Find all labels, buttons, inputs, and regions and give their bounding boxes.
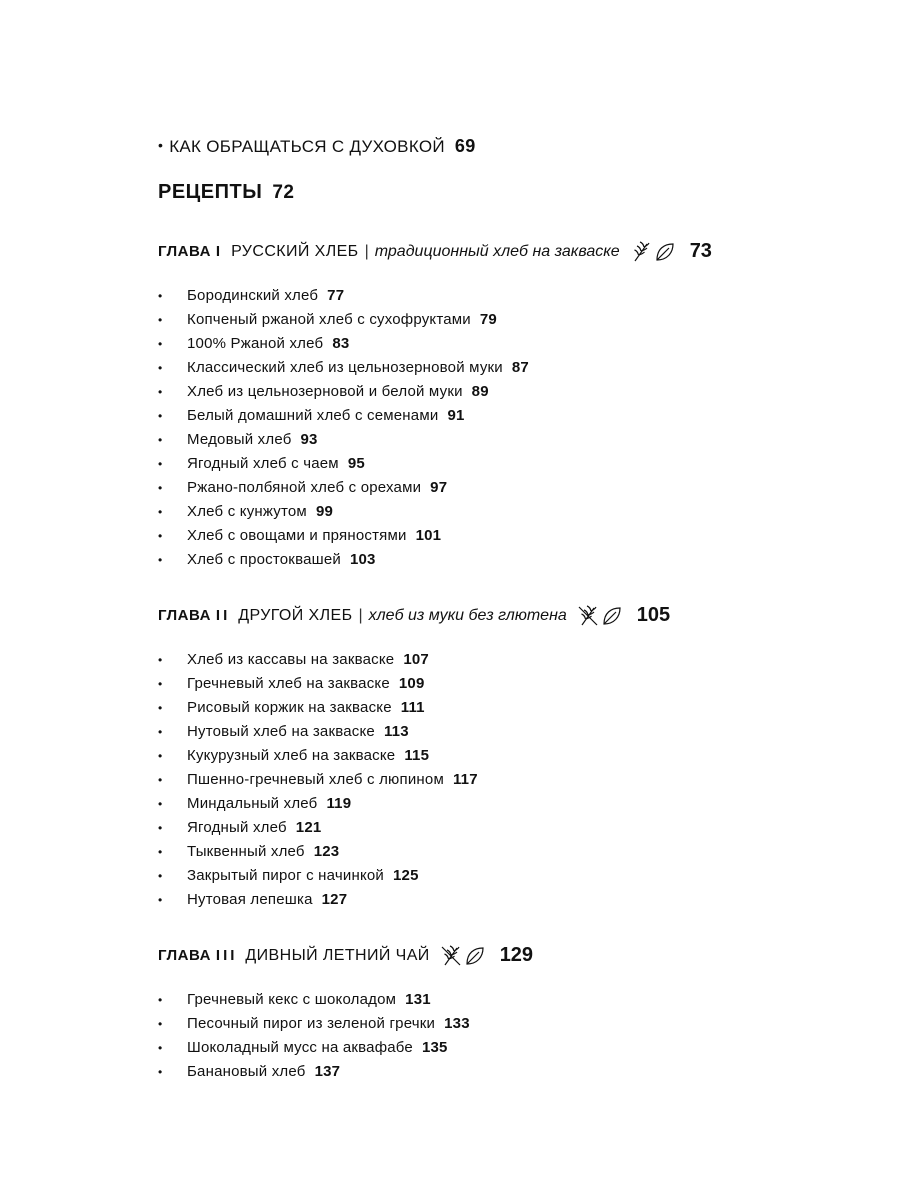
list-item bbox=[158, 768, 478, 792]
wheat-icon bbox=[630, 241, 652, 263]
recipe-title: Гречневый хлеб на закваске bbox=[187, 675, 390, 692]
list-item bbox=[158, 1036, 470, 1060]
recipe-page: 131 bbox=[405, 991, 431, 1008]
recipe-title: Рисовый коржик на закваске bbox=[187, 699, 392, 716]
recipe-page: 117 bbox=[452, 771, 478, 788]
recipe-title: Хлеб с кунжутом bbox=[187, 503, 307, 520]
list-item bbox=[158, 816, 478, 840]
chapter-label: ГЛАВА bbox=[158, 607, 211, 624]
bullet: • bbox=[158, 1065, 163, 1079]
list-item bbox=[158, 720, 478, 744]
chapter-3-recipe-list bbox=[158, 988, 470, 1084]
bullet: • bbox=[158, 361, 163, 375]
chapter-title: ДРУГОЙ ХЛЕБ bbox=[238, 606, 353, 624]
recipe-page: 121 bbox=[295, 819, 322, 836]
recipe-page: 99 bbox=[315, 503, 334, 520]
recipe-title: Медовый хлеб bbox=[187, 431, 292, 448]
recipe-page: 83 bbox=[332, 335, 350, 352]
bullet: • bbox=[158, 457, 163, 471]
chapter-2-recipe-list bbox=[158, 648, 478, 912]
chapter-separator: | bbox=[358, 606, 363, 624]
recipe-title: Гречневый кекс с шоколадом bbox=[187, 991, 397, 1008]
list-item bbox=[158, 428, 529, 452]
bullet: • bbox=[158, 993, 163, 1007]
list-item bbox=[158, 548, 529, 572]
entry-title: КАК ОБРАЩАТЬСЯ С ДУХОВКОЙ bbox=[169, 137, 445, 156]
recipe-page: 89 bbox=[471, 383, 489, 400]
bullet: • bbox=[158, 529, 163, 543]
recipe-page: 137 bbox=[314, 1063, 341, 1080]
list-item bbox=[158, 380, 529, 404]
recipe-title: Песочный пирог из зеленой гречки bbox=[187, 1015, 436, 1032]
entry-page: 69 bbox=[454, 136, 476, 156]
bullet: • bbox=[158, 1017, 163, 1031]
chapter-subtitle: хлеб из муки без глютена bbox=[368, 606, 567, 624]
bullet: • bbox=[158, 725, 163, 739]
list-item bbox=[158, 792, 478, 816]
bullet: • bbox=[158, 701, 163, 715]
recipe-title: Миндальный хлеб bbox=[187, 795, 318, 812]
list-item bbox=[158, 1060, 470, 1084]
recipe-page: 135 bbox=[421, 1039, 448, 1056]
recipe-title: Классический хлеб из цельнозерновой муки bbox=[187, 359, 503, 376]
recipe-title: Хлеб с простоквашей bbox=[187, 551, 341, 568]
recipe-title: Кукурузный хлеб на закваске bbox=[187, 747, 396, 764]
leaf-icon bbox=[464, 945, 486, 967]
list-item bbox=[158, 404, 529, 428]
list-item bbox=[158, 308, 529, 332]
recipe-title: Ржано-полбяной хлеб с орехами bbox=[187, 479, 422, 496]
section-title: РЕЦЕПТЫ bbox=[158, 181, 263, 203]
bullet: • bbox=[158, 337, 163, 351]
list-item bbox=[158, 332, 529, 356]
list-item bbox=[158, 888, 478, 912]
recipe-page: 123 bbox=[313, 843, 340, 860]
recipe-title: Нутовый хлеб на закваске bbox=[187, 723, 375, 740]
recipe-page: 93 bbox=[300, 431, 318, 448]
bullet: • bbox=[158, 481, 163, 495]
list-item bbox=[158, 988, 470, 1012]
bullet: • bbox=[158, 773, 163, 787]
section-heading-recipes bbox=[158, 181, 294, 204]
chapter-page: 73 bbox=[689, 240, 712, 262]
list-item bbox=[158, 476, 529, 500]
bullet: • bbox=[158, 797, 163, 811]
recipe-page: 77 bbox=[327, 287, 345, 304]
bullet: • bbox=[158, 749, 163, 763]
bullet: • bbox=[158, 137, 164, 153]
recipe-page: 91 bbox=[447, 407, 465, 424]
gluten-free-icon bbox=[440, 945, 462, 967]
bullet: • bbox=[158, 385, 163, 399]
recipe-title: Нутовая лепешка bbox=[187, 891, 313, 908]
chapter-title: ДИВНЫЙ ЛЕТНИЙ ЧАЙ bbox=[245, 946, 430, 964]
recipe-page: 101 bbox=[415, 527, 442, 544]
recipe-title: Хлеб из кассавы на закваске bbox=[187, 651, 395, 668]
recipe-page: 127 bbox=[321, 891, 348, 908]
bullet: • bbox=[158, 505, 163, 519]
recipe-title: Тыквенный хлеб bbox=[187, 843, 305, 860]
list-item bbox=[158, 672, 478, 696]
recipe-title: Ягодный хлеб с чаем bbox=[187, 455, 339, 472]
chapter-heading-2 bbox=[158, 604, 670, 627]
recipe-title: Хлеб с овощами и пряностями bbox=[187, 527, 407, 544]
chapter-label: ГЛАВА bbox=[158, 947, 211, 964]
chapter-page: 105 bbox=[636, 604, 671, 626]
recipe-page: 79 bbox=[479, 311, 497, 328]
bullet: • bbox=[158, 869, 163, 883]
recipe-page: 103 bbox=[349, 551, 376, 568]
recipe-title: Шоколадный мусс на аквафабе bbox=[187, 1039, 413, 1056]
bullet: • bbox=[158, 653, 163, 667]
list-item bbox=[158, 648, 478, 672]
bullet: • bbox=[158, 433, 163, 447]
bullet: • bbox=[158, 1041, 163, 1055]
recipe-page: 115 bbox=[404, 747, 430, 764]
list-item bbox=[158, 356, 529, 380]
recipe-page: 111 bbox=[400, 699, 425, 716]
chapter-subtitle: традиционный хлеб на закваске bbox=[374, 242, 620, 260]
recipe-title: Банановый хлеб bbox=[187, 1063, 306, 1080]
chapter-number: II bbox=[215, 607, 231, 624]
recipe-title: Хлеб из цельнозерновой и белой муки bbox=[187, 383, 463, 400]
bullet: • bbox=[158, 677, 163, 691]
recipe-page: 97 bbox=[430, 479, 448, 496]
chapter-number: I bbox=[215, 243, 224, 260]
chapter-number: III bbox=[215, 947, 238, 964]
recipe-page: 95 bbox=[347, 455, 365, 472]
recipe-title: Закрытый пирог с начинкой bbox=[187, 867, 385, 884]
recipe-title: Ягодный хлеб bbox=[187, 819, 287, 836]
bullet: • bbox=[158, 821, 163, 835]
chapter-1-recipe-list bbox=[158, 284, 529, 572]
bullet: • bbox=[158, 553, 163, 567]
recipe-page: 113 bbox=[383, 723, 409, 740]
list-item bbox=[158, 284, 529, 308]
recipe-page: 107 bbox=[403, 651, 429, 668]
chapter-heading-1 bbox=[158, 240, 712, 263]
recipe-title: 100% Ржаной хлеб bbox=[187, 335, 324, 352]
recipe-title: Бородинский хлеб bbox=[187, 287, 319, 304]
recipe-page: 109 bbox=[398, 675, 425, 692]
leaf-icon bbox=[654, 241, 676, 263]
chapter-separator: | bbox=[364, 242, 369, 260]
list-item bbox=[158, 744, 478, 768]
recipe-title: Копченый ржаной хлеб с сухофруктами bbox=[187, 311, 471, 328]
gluten-free-icon bbox=[577, 605, 599, 627]
leaf-icon bbox=[601, 605, 623, 627]
chapter-icons bbox=[630, 241, 676, 263]
chapter-heading-3 bbox=[158, 944, 533, 967]
bullet: • bbox=[158, 893, 163, 907]
list-item bbox=[158, 452, 529, 476]
chapter-icons bbox=[440, 945, 486, 967]
recipe-page: 119 bbox=[326, 795, 352, 812]
list-item bbox=[158, 696, 478, 720]
bullet: • bbox=[158, 313, 163, 327]
chapter-label: ГЛАВА bbox=[158, 243, 211, 260]
list-item bbox=[158, 864, 478, 888]
bullet: • bbox=[158, 845, 163, 859]
recipe-title: Белый домашний хлеб с семенами bbox=[187, 407, 439, 424]
recipe-page: 125 bbox=[393, 867, 419, 884]
chapter-page: 129 bbox=[499, 944, 534, 966]
list-item bbox=[158, 840, 478, 864]
toc-entry-oven bbox=[158, 136, 476, 157]
recipe-page: 87 bbox=[511, 359, 529, 376]
list-item bbox=[158, 1012, 470, 1036]
list-item bbox=[158, 524, 529, 548]
recipe-title: Пшенно-гречневый хлеб с люпином bbox=[187, 771, 444, 788]
chapter-title: РУССКИЙ ХЛЕБ bbox=[231, 242, 359, 260]
list-item bbox=[158, 500, 529, 524]
bullet: • bbox=[158, 289, 163, 303]
recipe-page: 133 bbox=[444, 1015, 470, 1032]
chapter-icons bbox=[577, 605, 623, 627]
bullet: • bbox=[158, 409, 163, 423]
section-page: 72 bbox=[272, 182, 295, 203]
